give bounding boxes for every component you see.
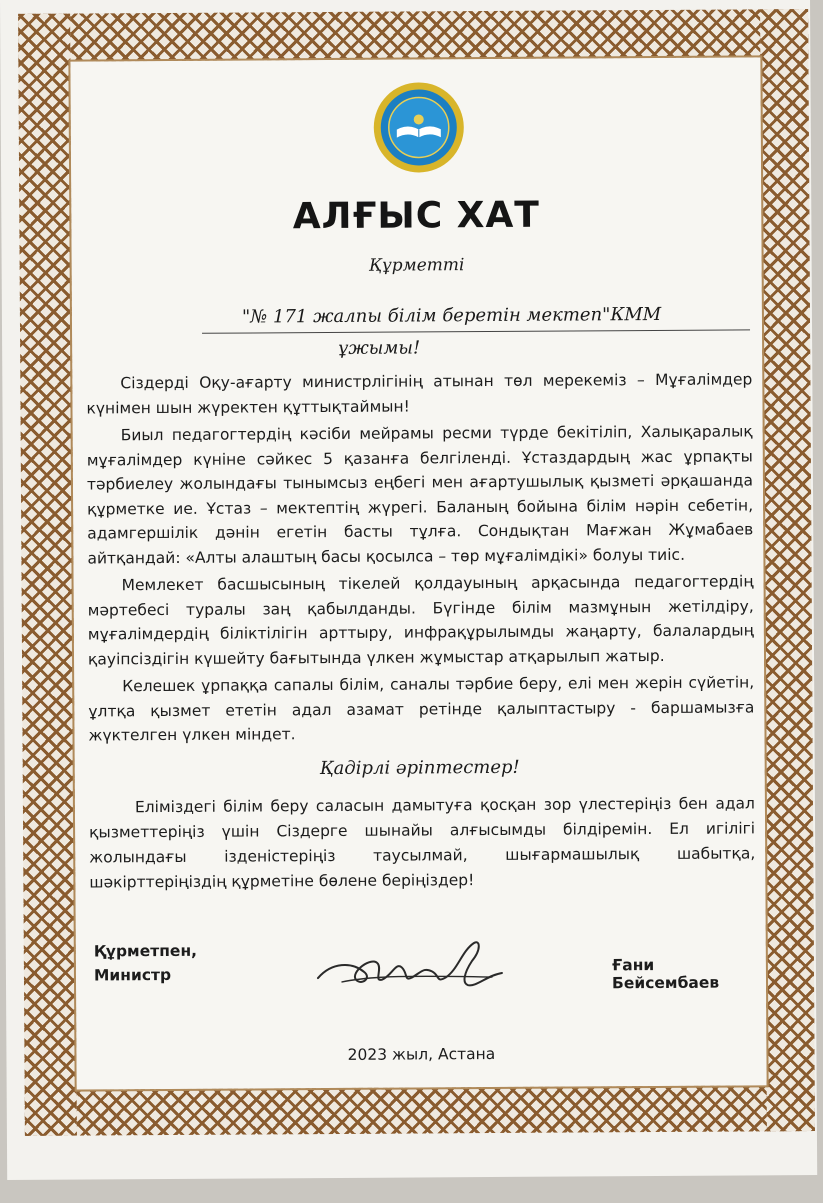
- ministry-emblem-icon: [373, 81, 466, 174]
- paragraph: Мемлекет басшысының тікелей қолдауының арқасында педагогтердің мәртебесі туралы заң қабылданды. Бүгінде білім мазмұнын жетілдіру, мұғалімдердің біліктілігін арттыру, инфрақұрылымды жаңарту, балалардың қауіпсіздігін күшейту бағытында үлкен жұмыстар атқарылып жатыр.: [87, 572, 754, 668]
- closing-paragraph: [89, 791, 756, 895]
- letter-title: АЛҒЫС ХАТ: [292, 194, 541, 238]
- signature-icon: [312, 931, 512, 1002]
- colleagues-heading: Қадірлі әріптестер!: [319, 756, 520, 780]
- letter-body: [86, 367, 754, 751]
- recipient-underline: [202, 329, 750, 333]
- signature-block: [94, 939, 197, 988]
- ornament-border-right: [760, 9, 815, 1131]
- paragraph: Келешек ұрпаққа сапалы білім, саналы тәрбие беру, елі мен жерін сүйетін, ұлтқа қызмет ететін адал азамат ретінде қалыптастыру - баршамызға жүктелген үлкен міндет.: [88, 673, 755, 745]
- recipient-suffix: ұжымы!: [337, 337, 421, 359]
- closing-text: Еліміздегі білім беру саласын дамытуға қосқан зор үлестеріңіз бен адал қызметтеріңіз үшін Сіздерге шынайы алғысымды білдіремін. Ел игілігі жолындағы ізденістеріңіз таусылмай, шығармашылық шабытқа, шәкірттеріңіздің құрметіне бөлене беріңіздер!: [89, 794, 756, 892]
- position-text: Министр: [93, 965, 172, 985]
- ornament-border-bottom: [25, 1085, 815, 1136]
- salutation: Құрметті: [368, 255, 465, 276]
- regards-text: Құрметпен,: [93, 941, 198, 961]
- ornament-border-top: [18, 9, 808, 62]
- ornament-border-left: [18, 14, 77, 1136]
- paragraph: Сіздерді Оқу-ағарту министрлігінің атынан төл мерекеміз – Мұғалімдер күнімен шын жүректен құттықтаймын!: [86, 370, 753, 417]
- letter-content: [70, 57, 766, 1089]
- recipient-name: "№ 171 жалпы білім беретін мектеп"КММ: [241, 303, 662, 328]
- paragraph: Биыл педагогтердің кәсіби мейрамы ресми түрде бекітіліп, Халықаралық мұғалімдер күніне сәйкес 5 қазанға белгіленді. Ұстаздардың жас ұрпақты тәрбиелеу жолындағы тынымсыз еңбегі мен ағартушылық қызметі әрқашанда құрметке ие. Ұстаз – мектептің жүрегі. Баланың бойына білім нәрін себетін, адамгершілік дәнін егетін басты тұлға. Сондықтан Мағжан Жұмабаев айтқандай: «Алты алаштың басы қосылса – төр мұғалімдікі» болуы тиіс.: [86, 422, 754, 567]
- signer-name: Ғани Бейсембаев: [611, 956, 720, 993]
- date-place: 2023 жыл, Астана: [347, 1044, 496, 1064]
